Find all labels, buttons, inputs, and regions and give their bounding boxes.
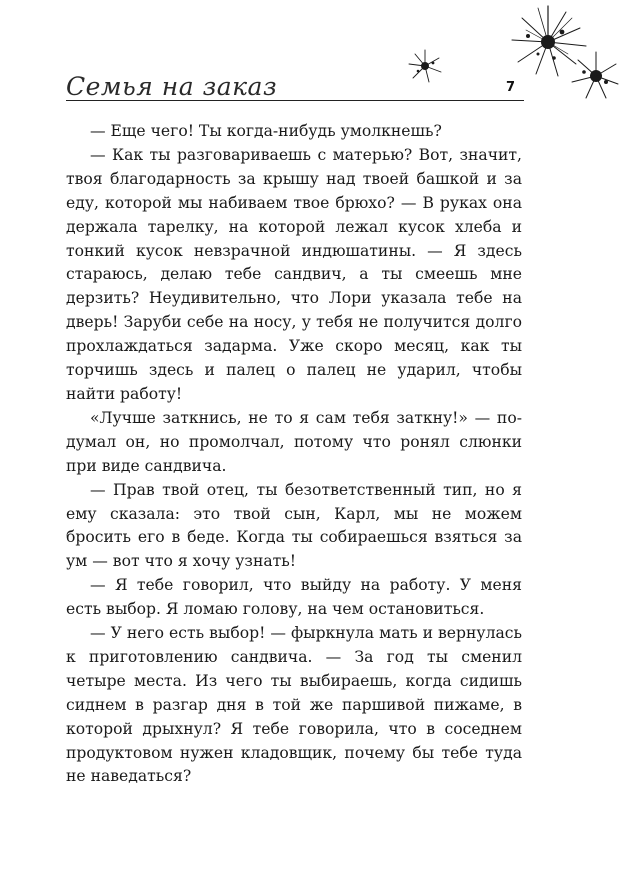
page-number: 7 bbox=[506, 80, 516, 95]
running-title: Семья на заказ bbox=[66, 72, 278, 101]
paragraph: — Как ты разговариваешь с матерью? Вот, значит, твоя благодарность за крышу над твоей башкой и за еду, которой мы набиваем твое брюхо? — В руках она держала тарелку, на которой лежал кусок хлеба и тонкий кусок невзрачной индюшатины. — Я здесь стараюсь, делаю тебе сандвич, а ты смеешь мне дерзить? Неудивительно, что Лори указала тебе на дверь! Заруби себе на носу, у тебя не получится долго прохлаждаться задарма. Уже скоро месяц, как ты торчишь здесь и палец о палец не ударил, чтобы найти работу! bbox=[66, 145, 522, 403]
paragraph: «Лучше заткнись, не то я сам тебя заткну!» — подумал он, но промолчал, потому что ронял слюнки при виде сандвича. bbox=[66, 408, 522, 475]
paragraph: — Я тебе говорил, что выйду на работу. У меня есть выбор. Я ломаю голову, на чем остановиться. bbox=[66, 576, 522, 619]
header-rule bbox=[66, 100, 524, 101]
paragraph: — Еще чего! Ты когда-нибудь умолкнешь? bbox=[90, 122, 442, 140]
paragraph: — У него есть выбор! — фыркнула мать и вернулась к приготовлению сандвича. — За год ты сменил четыре места. Из чего ты выбираешь, когда сидишь сиднем в разгар дня в той же паршивой пижаме, в которой дрыхнул? Я тебе говорила, что в соседнем продуктовом нужен кладовщик, почему бы тебе туда не наведаться? bbox=[66, 624, 522, 786]
body-text bbox=[66, 120, 522, 789]
running-header bbox=[66, 70, 524, 104]
paragraph: — Прав твой отец, ты безответственный тип, но я ему сказала: это твой сын, Карл, мы не можем бросить его в беде. Когда ты собираешься взяться за ум — вот что я хочу узнать! bbox=[66, 480, 522, 571]
